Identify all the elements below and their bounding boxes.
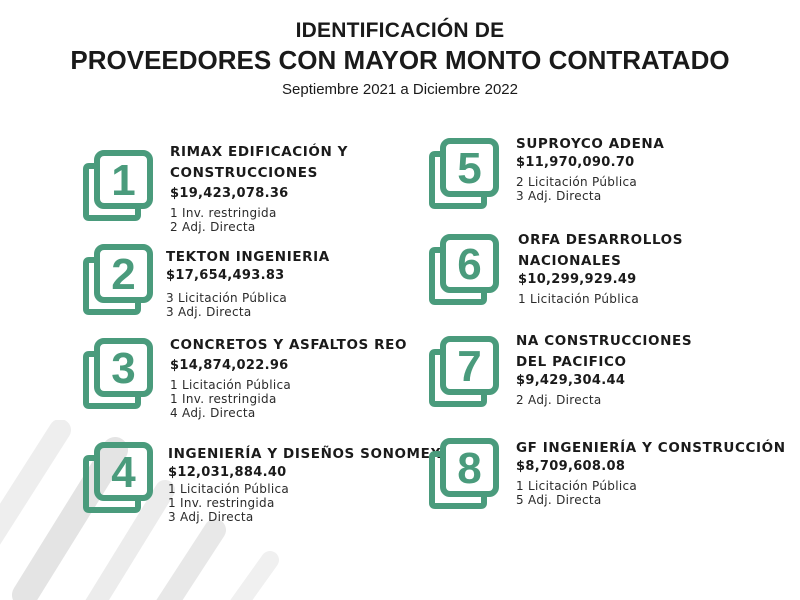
rank-4-icon xyxy=(80,440,156,516)
provider-name-line: NACIONALES xyxy=(518,253,622,269)
procedure-detail: 2 Licitación Pública xyxy=(516,175,638,189)
rank-7-icon xyxy=(426,334,502,410)
rank-number: 7 xyxy=(457,342,482,391)
title-line-2: PROVEEDORES CON MAYOR MONTO CONTRATADO xyxy=(70,45,730,75)
rank-number: 8 xyxy=(457,444,482,493)
contract-amount: $12,031,884.40 xyxy=(168,465,287,480)
procedure-detail: 1 Licitación Pública xyxy=(170,378,292,392)
procedure-detail: 2 Adj. Directa xyxy=(516,393,602,407)
rank-number: 5 xyxy=(457,144,482,193)
rank-number: 3 xyxy=(111,344,136,393)
contract-amount: $19,423,078.36 xyxy=(170,186,289,201)
procedure-detail: 3 Licitación Pública xyxy=(166,291,288,305)
title-line-1: IDENTIFICACIÓN DE xyxy=(295,19,505,42)
procedure-detail: 4 Adj. Directa xyxy=(170,406,256,420)
rank-number: 2 xyxy=(111,250,136,299)
provider-name-line: SUPROYCO ADENA xyxy=(516,136,665,152)
rank-5-icon xyxy=(426,136,502,212)
provider-name-line: INGENIERÍA Y DISEÑOS SONOMEX xyxy=(168,446,442,462)
contract-amount: $14,874,022.96 xyxy=(170,358,289,373)
provider-name-line: GF INGENIERÍA Y CONSTRUCCIÓN xyxy=(516,440,786,456)
procedure-detail: 3 Adj. Directa xyxy=(516,189,602,203)
document-header xyxy=(0,18,800,100)
provider-name-line: ORFA DESARROLLOS xyxy=(518,232,684,248)
contract-amount: $17,654,493.83 xyxy=(166,268,285,283)
rank-6-icon xyxy=(426,232,502,308)
procedure-detail: 1 Inv. restringida xyxy=(168,496,275,510)
provider-name-line: CONSTRUCCIONES xyxy=(170,165,318,181)
rank-1-icon xyxy=(80,148,156,224)
provider-name-line: RIMAX EDIFICACIÓN Y xyxy=(170,144,349,160)
provider-name-line: DEL PACIFICO xyxy=(516,354,627,370)
procedure-detail: 2 Adj. Directa xyxy=(170,220,256,234)
procedure-detail: 1 Licitación Pública xyxy=(168,482,290,496)
contract-amount: $8,709,608.08 xyxy=(516,459,626,474)
rank-3-icon xyxy=(80,336,156,412)
procedure-detail: 1 Licitación Pública xyxy=(516,479,638,493)
rank-number: 1 xyxy=(111,156,136,205)
procedure-detail: 1 Inv. restringida xyxy=(170,392,277,406)
procedure-detail: 5 Adj. Directa xyxy=(516,493,602,507)
contract-amount: $11,970,090.70 xyxy=(516,155,635,170)
contract-amount: $9,429,304.44 xyxy=(516,373,626,388)
procedure-detail: 3 Adj. Directa xyxy=(168,510,254,524)
procedure-detail: 1 Inv. restringida xyxy=(170,206,277,220)
provider-name-line: CONCRETOS Y ASFALTOS REO xyxy=(170,337,408,353)
provider-name-line: NA CONSTRUCCIONES xyxy=(516,333,693,349)
period-subtitle: Septiembre 2021 a Diciembre 2022 xyxy=(282,81,518,98)
rank-number: 6 xyxy=(457,240,482,289)
contract-amount: $10,299,929.49 xyxy=(518,272,637,287)
rank-2-icon xyxy=(80,242,156,318)
rank-number: 4 xyxy=(111,448,136,497)
procedure-detail: 3 Adj. Directa xyxy=(166,305,252,319)
provider-name-line: TEKTON INGENIERIA xyxy=(166,249,330,265)
procedure-detail: 1 Licitación Pública xyxy=(518,292,640,306)
rank-8-icon xyxy=(426,436,502,512)
